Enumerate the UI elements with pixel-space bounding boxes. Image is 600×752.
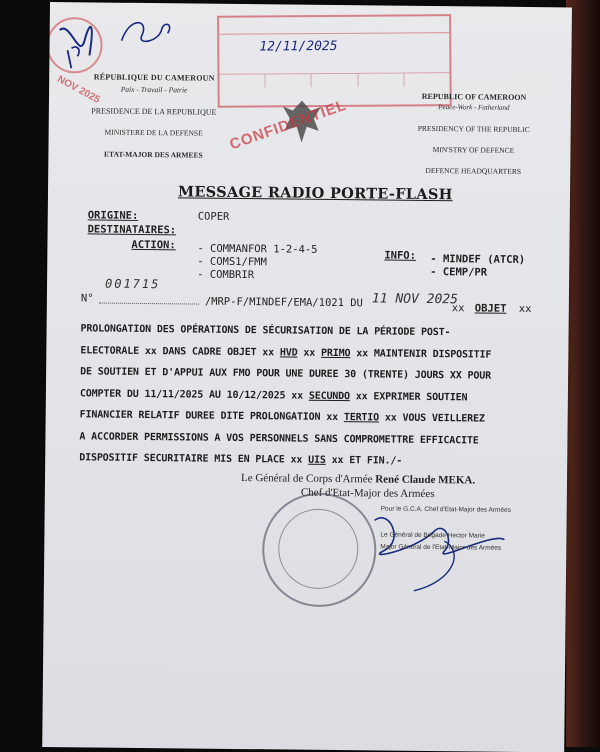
recipients-label: DESTINATAIRES: [87,223,177,237]
confidential-stamp: CONFIDENTIEL [227,96,349,154]
handwritten-signature [294,510,515,602]
action-label: ACTION: [131,238,176,252]
ministry-en: MIN'STRY OF DEFENCE [432,145,515,155]
body-line: DE SOUTIEN ET D'APPUI AUX FMO POUR UNE DUREE 30 (TRENTE) JOURS XX POUR [80,366,492,382]
action-item: - COMMANFOR 1-2-4-5 [197,242,318,256]
body-line: COMPTER DU 11/11/2025 AU 10/12/2025 xx SECUNDO xx EXPRIMER SOUTIEN [79,387,468,403]
number-label: N° [80,292,94,305]
reference-date: 11 NOV 2025 [371,291,459,308]
document-title: MESSAGE RADIO PORTE-FLASH [177,183,453,204]
country-en: REPUBLIC OF CAMEROON [421,91,527,102]
motto-fr: Paix - Travail - Patrie [120,84,188,95]
handwritten-signatures [49,10,210,82]
background-edge [566,0,600,747]
document-page [42,2,572,752]
info-list [430,253,525,280]
left-date-stamp: NOV 2025 [55,73,102,106]
action-item: - COMS1/FMM [197,255,267,269]
info-item: - CEMP/PR [430,265,488,279]
message-body [79,318,551,473]
country-fr: RÉPUBLIQUE DU CAMEROUN [93,72,215,83]
hq-fr: ETAT-MAJOR DES ARMEES [104,149,203,160]
received-date: 12/11/2025 [259,38,338,55]
body-line: DISPOSITIF SECURITAIRE MIS EN PLACE xx UIS xx ET FIN./- [79,452,403,467]
ministry-fr: MINISTERE DE LA DEFENSE [104,127,203,138]
grade-line: Le Général de Brigade Hector Marie [380,531,485,540]
reference-code: /MRP-F/MINDEF/EMA/1021 DU [204,295,363,310]
motto-en: Peace-Work - Fatherland [438,103,510,112]
reference-number: 001715 [104,276,161,292]
signatory-line: Le Général de Corps d'Armée René Claude MEKA. [240,472,476,487]
info-item: - MINDEF (ATCR) [430,252,526,266]
presidency-en: PRESIDENCY OF THE REPUBLIC [417,123,530,135]
body-line: FINANCIER RELATIF DUREE DITE PROLONGATION xx TERTIO xx VOUS VEILLEREZ [79,409,485,425]
presidency-fr: PRESIDENCE DE LA REPUBLIQUE [91,106,217,117]
origin-value: COPER [197,210,230,223]
objet-suffix: xx [518,302,532,316]
body-line: PROLONGATION DES OPÉRATIONS DE SÉCURISATION DE LA PÉRIODE POST- [80,323,451,339]
objet-prefix: xx [451,302,465,315]
body-line: A ACCORDER PERMISSIONS A VOS PERSONNELS SANS COMPROMETTRE EFFICACITE [79,430,479,447]
action-item: - COMBRIR [197,268,255,282]
action-list [197,243,318,283]
hq-en: DEFENCE HEADQUARTERS [425,165,522,176]
number-line [99,303,199,305]
signatory-title: Chef d'Etat-Major des Armées [300,486,435,501]
role-line: Major Général de l'Etat-Major des Armées [380,543,502,552]
info-label: INFO: [384,249,417,262]
pour-line: Pour le G.C.A. Chef d'Etat-Major des Armées [380,505,511,514]
objet-label: OBJET [474,302,507,315]
origin-label: ORIGINE: [87,209,139,222]
body-line: ELECTORALE xx DANS CADRE OBJET xx HVD xx PRIMO xx MAINTENIR DISPOSITIF [80,344,492,361]
